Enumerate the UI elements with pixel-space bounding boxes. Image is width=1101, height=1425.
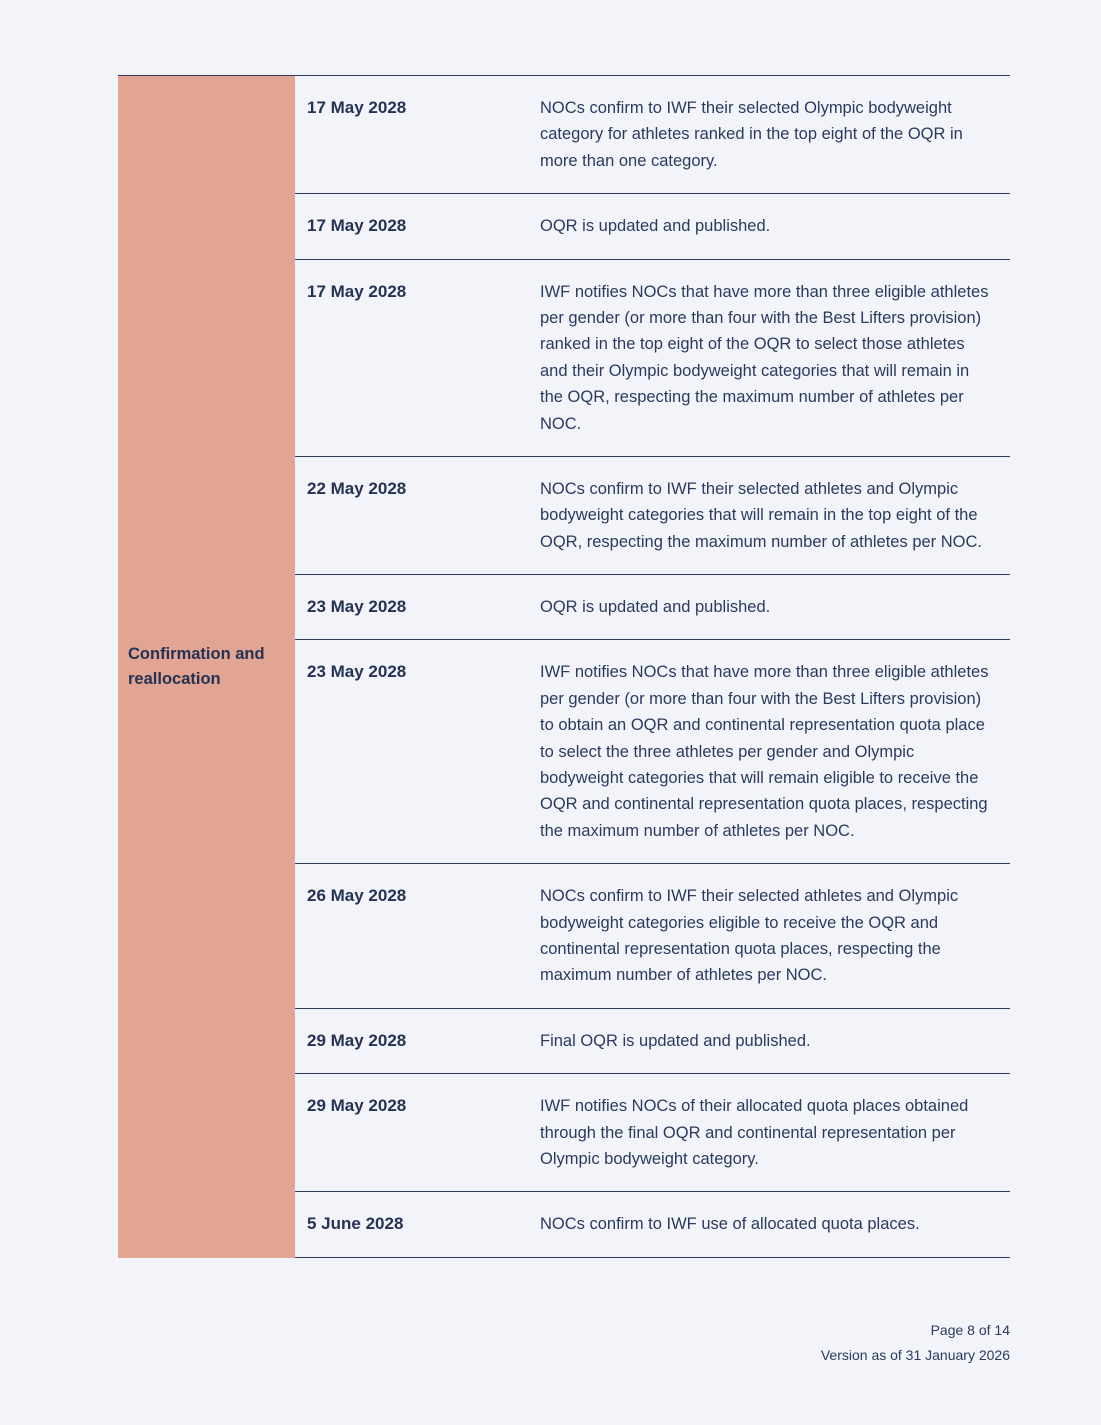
row-date: 17 May 2028 xyxy=(307,216,407,236)
table-row xyxy=(295,76,1010,193)
table-row xyxy=(295,639,1010,863)
row-description: NOCs confirm to IWF their selected athletes and Olympic bodyweight categories that will remain in the top eight of the OQR, respecting the maximum number of athletes per NOC. xyxy=(540,479,983,551)
table-row xyxy=(295,193,1010,258)
row-description: NOCs confirm to IWF their selected Olympic bodyweight category for athletes ranked in the top eight of the OQR in more than one category. xyxy=(540,99,963,170)
row-date: 29 May 2028 xyxy=(307,1030,407,1050)
table-row xyxy=(295,863,1010,1008)
page-footer xyxy=(118,1318,1010,1368)
row-description: NOCs confirm to IWF their selected athletes and Olympic bodyweight categories eligible to receive the OQR and continental representation quota places, respecting the maximum number of athletes per NOC. xyxy=(540,887,959,985)
row-description: OQR is updated and published. xyxy=(540,217,771,236)
phase-cell xyxy=(118,76,295,1258)
row-description: Final OQR is updated and published. xyxy=(540,1031,811,1050)
row-date: 17 May 2028 xyxy=(307,281,407,301)
row-date: 22 May 2028 xyxy=(307,478,407,498)
phase-label: Confirmation and reallocation xyxy=(128,645,265,688)
row-date: 17 May 2028 xyxy=(307,98,407,117)
table-row xyxy=(295,1073,1010,1191)
qualification-schedule-table xyxy=(118,75,1010,1258)
table-row xyxy=(295,259,1010,456)
row-date: 26 May 2028 xyxy=(307,886,407,906)
row-date: 5 June 2028 xyxy=(307,1214,404,1234)
row-description: OQR is updated and published. xyxy=(540,598,771,617)
row-date: 23 May 2028 xyxy=(307,597,407,617)
table-row xyxy=(295,456,1010,574)
table-rows xyxy=(295,76,1010,1258)
version-label: Version as of 31 January 2026 xyxy=(820,1347,1010,1364)
row-description: IWF notifies NOCs that have more than three eligible athletes per gender (or more than four with the Best Lifters provision) to obtain an OQR and continental representation quota place to select the three athletes per gender and Olympic bodyweight categories that will remain eligible to receive the OQR and continental representation quota places, respecting the maximum number of athletes per NOC. xyxy=(540,663,989,840)
row-date: 29 May 2028 xyxy=(307,1096,407,1116)
row-description: IWF notifies NOCs that have more than three eligible athletes per gender (or more than four with the Best Lifters provision) ranked in the top eight of the OQR to select those athletes and their Olympic bodyweight categories that will remain in the OQR, respecting the maximum number of athletes per NOC. xyxy=(540,282,989,433)
page-number: Page 8 of 14 xyxy=(930,1322,1010,1338)
row-description: IWF notifies NOCs of their allocated quota places obtained through the final OQR and continental representation per Olympic bodyweight category. xyxy=(540,1097,969,1168)
table-row xyxy=(295,1191,1010,1256)
row-description: NOCs confirm to IWF use of allocated quota places. xyxy=(540,1215,920,1234)
table-row xyxy=(295,574,1010,639)
table-row xyxy=(295,1008,1010,1073)
row-date: 23 May 2028 xyxy=(307,662,407,682)
